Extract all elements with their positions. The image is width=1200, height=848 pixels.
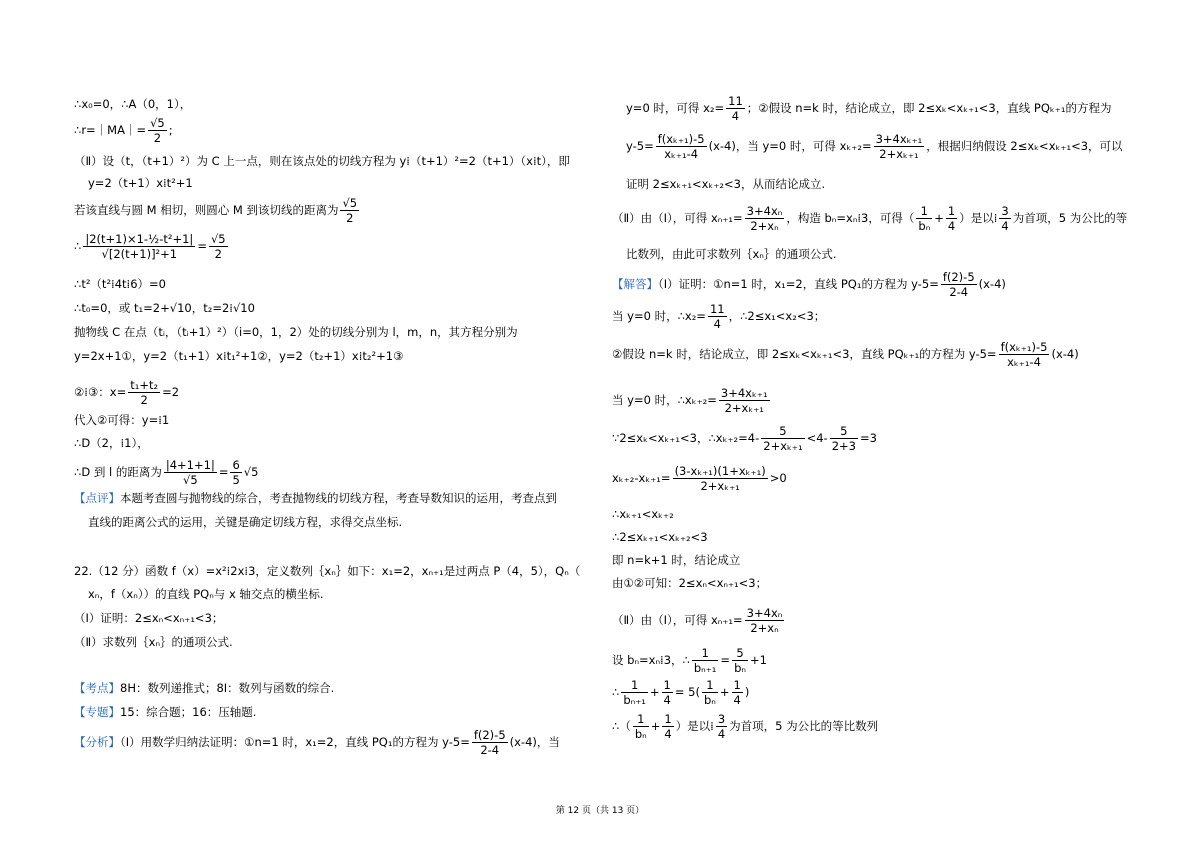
text-line: ∵2≤xₖ<xₖ₊₁<3，∴xₖ₊₂=4- $\frac{5}{\text{2+xₖ₊₁}}$ <4- $\frac{5}{2+3}$ =3 bbox=[612, 424, 877, 453]
text-line: ∴（ $\frac{1}{\text{bₙ}}$ + $\frac{1}{4}$ ）是以⁞ $\frac{3}{4}$ 为首项，5 为公比的等比数列 bbox=[612, 712, 879, 741]
fraction: $\frac{\text{f(xₖ₊₁)-5}}{\text{xₖ₊₁-4}}$ bbox=[1000, 340, 1048, 369]
text-line: 证明 2≤xₖ₊₁<xₖ₊₂<3，从而结论成立. bbox=[626, 177, 826, 191]
text-line: ∴t₀=0，或 t₁=2+√10，t₂=2⁞√10 bbox=[74, 301, 255, 315]
text-line: ∴D 到 l 的距离为 $\frac{|4+1+1|}{√5}$ = $\frac{6}{5}$ √5 bbox=[74, 458, 259, 487]
fraction: $\frac{\text{|2(t+1)×1-½-t²+1|}}{\text{√[2(t+1)]²+1}}$ bbox=[85, 232, 194, 261]
fraction: $\frac{11}{4}$ bbox=[728, 94, 743, 123]
text-line: 直线的距离公式的运用，关键是确定切线方程，求得交点坐标. bbox=[88, 515, 403, 529]
text-line: 若该直线与圆 M 相切，则圆心 M 到该切线的距离为 $\frac{√5}{2}$ bbox=[74, 196, 358, 225]
text-line: 由①②可知：2≤xₙ<xₙ₊₁<3； bbox=[612, 576, 768, 590]
text-line: 代入②可得：y=⁞1 bbox=[74, 413, 170, 427]
text-line: 抛物线 C 在点（tᵢ，（tᵢ+1）²）（i=0，1，2）处的切线分别为 l，m，n，其方程分别为 bbox=[74, 325, 518, 339]
text-line: ∴xₖ₊₁<xₖ₊₂ bbox=[612, 507, 674, 521]
fraction: $\frac{5}{2+3}$ bbox=[831, 424, 856, 453]
text-line: ②⁞③：x= $\frac{\text{t₁+t₂}}{2}$ =2 bbox=[74, 378, 180, 407]
fraction: $\frac{1}{4}$ bbox=[947, 204, 956, 233]
fraction: $\frac{11}{4}$ bbox=[709, 302, 725, 331]
fraction: $\frac{1}{\text{bₙ}}$ bbox=[703, 678, 716, 707]
text-line: y-5= $\frac{\text{f(xₖ₊₁)-5}}{\text{xₖ₊₁-4}}$ (x-4)，当 y=0 时，可得 xₖ₊₂= $\frac{\text{3+4xₖ₊₁}}{\text{2+xₖ₊₁}}$ ，根据归纳假设 2≤xₖ<xₖ₊₁<3，可以 bbox=[626, 132, 1123, 161]
text-line: 【分析】（Ⅰ）用数学归纳法证明：①n=1 时，x₁=2，直线 PQ₁的方程为 y-5= $\frac{f(2)-5}{2-4}$ (x-4)，当 bbox=[74, 728, 560, 757]
text-line: ∴x₀=0，∴A（0，1）， bbox=[74, 97, 192, 111]
fraction: $\frac{3}{4}$ bbox=[717, 712, 726, 741]
text-line: ∴r=｜MA｜= $\frac{√5}{2}$ ; bbox=[74, 116, 173, 145]
text-line: ∴2≤xₖ₊₁<xₖ₊₂<3 bbox=[612, 530, 708, 544]
fraction: $\frac{√5}{2}$ bbox=[210, 232, 226, 261]
fraction: $\frac{√5}{2}$ bbox=[150, 116, 165, 145]
text-line: （Ⅱ）由（Ⅰ），可得 xₙ₊₁= $\frac{\text{3+4xₙ}}{\text{2+xₙ}}$ bbox=[612, 606, 783, 635]
fraction: $\frac{\text{3+4xₖ₊₁}}{\text{2+xₖ₊₁}}$ bbox=[720, 386, 768, 415]
text-line: ∴ $\frac{\text{|2(t+1)×1-½-t²+1|}}{\text{√[2(t+1)]²+1}}$ = $\frac{√5}{2}$ bbox=[74, 232, 226, 261]
fraction: $\frac{f(2)-5}{2-4}$ bbox=[473, 728, 506, 757]
fraction: $\frac{1}{\text{bₙ₊₁}}$ bbox=[623, 678, 646, 707]
fraction: $\frac{\text{3+4xₖ₊₁}}{\text{2+xₖ₊₁}}$ bbox=[875, 132, 923, 161]
fraction: $\frac{1}{4}$ bbox=[664, 712, 672, 741]
section-tag: 【解答】 bbox=[612, 277, 658, 291]
fraction: $\frac{f(2)-5}{2-4}$ bbox=[942, 270, 975, 299]
text-line: （Ⅱ）由（Ⅰ），可得 xₙ₊₁= $\frac{\text{3+4xₙ}}{\text{2+xₙ}}$ ，构造 bₙ=xₙ⁞3，可得（ $\frac{1}{\text{bₙ}}$ + $\frac{1}{4}$ ）是以⁞ $\frac{3}{4}$ 为首项，5 为公比的等 bbox=[612, 204, 1128, 233]
fraction: $\frac{\text{(3-xₖ₊₁)(1+xₖ₊₁)}}{\text{2+xₖ₊₁}}$ bbox=[674, 464, 766, 493]
text-line: 【点评】本题考查圆与抛物线的综合，考查抛物线的切线方程，考查导数知识的运用，考查点到 bbox=[74, 491, 557, 505]
text-line: 设 bₙ=xₙ⁞3，∴ $\frac{1}{\text{bₙ₊₁}}$ = $\frac{5}{\text{bₙ}}$ +1 bbox=[612, 646, 767, 675]
text-line: （Ⅱ）设（t，（t+1）²）为 C 上一点，则在该点处的切线方程为 y⁞（t+1）²=2（t+1）（x⁞t），即 bbox=[74, 154, 570, 168]
text-line: 比数列，由此可求数列｛xₙ｝的通项公式. bbox=[626, 247, 837, 261]
fraction: $\frac{\text{3+4xₙ}}{\text{2+xₙ}}$ bbox=[746, 606, 783, 635]
text-line: 当 y=0 时，∴xₖ₊₂= $\frac{\text{3+4xₖ₊₁}}{\text{2+xₖ₊₁}}$ bbox=[612, 386, 768, 415]
text-line: ∴ $\frac{1}{\text{bₙ₊₁}}$ + $\frac{1}{4}$ = 5( $\frac{1}{\text{bₙ}}$ + $\frac{1}{4}$ ) bbox=[612, 678, 750, 707]
section-tag: 【专题】 bbox=[74, 705, 120, 719]
fraction: $\frac{\text{3+4xₙ}}{\text{2+xₙ}}$ bbox=[746, 204, 783, 233]
question-line: （Ⅱ）求数列｛xₙ｝的通项公式. bbox=[74, 635, 233, 649]
text-line: y=2x+1①，y=2（t₁+1）x⁞t₁²+1②，y=2（t₂+1）x⁞t₂²+1③ bbox=[74, 349, 404, 363]
fraction: $\frac{1}{4}$ bbox=[663, 678, 671, 707]
fraction: $\frac{\text{t₁+t₂}}{2}$ bbox=[130, 378, 159, 407]
text-line: ②假设 n=k 时，结论成立，即 2≤xₖ<xₖ₊₁<3，直线 PQₖ₊₁的方程为 y-5= $\frac{\text{f(xₖ₊₁)-5}}{\text{xₖ₊₁-4}}$ (x-4) bbox=[612, 340, 1079, 369]
page-footer: 第 12 页（共 13 页） bbox=[555, 806, 645, 816]
text-line: y=0 时，可得 x₂= $\frac{11}{4}$ ；②假设 n=k 时，结论成立，即 2≤xₖ<xₖ₊₁<3，直线 PQₖ₊₁的方程为 bbox=[626, 94, 1112, 123]
fraction: $\frac{1}{\text{bₙ₊₁}}$ bbox=[693, 646, 717, 675]
text-line: 【考点】8H：数列递推式；8I：数列与函数的综合. bbox=[74, 681, 335, 695]
text-line: 【专题】15：综合题；16：压轴题. bbox=[74, 705, 257, 719]
fraction: $\frac{√5}{2}$ bbox=[342, 196, 358, 225]
fraction: $\frac{5}{\text{2+xₖ₊₁}}$ bbox=[763, 424, 803, 453]
fraction: $\frac{1}{4}$ bbox=[733, 678, 741, 707]
text-line: ∴t²（t²⁞4t⁞6）=0 bbox=[74, 277, 166, 291]
section-tag: 【点评】 bbox=[74, 491, 120, 505]
fraction: $\frac{|4+1+1|}{√5}$ bbox=[165, 458, 215, 487]
text-line: xₖ₊₂-xₖ₊₁= $\frac{\text{(3-xₖ₊₁)(1+xₖ₊₁)}}{\text{2+xₖ₊₁}}$ >0 bbox=[612, 464, 787, 493]
section-tag: 【考点】 bbox=[74, 681, 120, 695]
question-line: 22.（12 分）函数 f（x）=x²⁞2x⁞3，定义数列｛xₙ｝如下：x₁=2，xₙ₊₁是过两点 P（4，5），Qₙ（ bbox=[74, 564, 581, 578]
text-line: ∴D（2，⁞1）， bbox=[74, 436, 149, 450]
fraction: $\frac{\text{f(xₖ₊₁)-5}}{\text{xₖ₊₁-4}}$ bbox=[657, 132, 705, 161]
fraction: $\frac{1}{\text{bₙ}}$ bbox=[918, 204, 931, 233]
question-line: （Ⅰ）证明：2≤xₙ<xₙ₊₁<3； bbox=[74, 611, 224, 625]
text-line: y=2（t+1）x⁞t²+1 bbox=[88, 176, 193, 190]
fraction: $\frac{5}{\text{bₙ}}$ bbox=[734, 646, 746, 675]
text-line: 当 y=0 时，∴x₂= $\frac{11}{4}$ ，∴2≤x₁<x₂<3； bbox=[612, 302, 826, 331]
fraction: $\frac{3}{4}$ bbox=[1001, 204, 1009, 233]
fraction: $\frac{6}{5}$ bbox=[232, 458, 240, 487]
text-line: 【解答】（Ⅰ）证明：①n=1 时，x₁=2，直线 PQ₁的方程为 y-5= $\frac{f(2)-5}{2-4}$ (x-4) bbox=[612, 270, 1006, 299]
fraction: $\frac{1}{\text{bₙ}}$ bbox=[634, 712, 647, 741]
section-tag: 【分析】 bbox=[74, 735, 120, 749]
text-line: 即 n=k+1 时，结论成立 bbox=[612, 553, 741, 567]
question-line: xₙ，f（xₙ））的直线 PQₙ与 x 轴交点的横坐标. bbox=[88, 587, 324, 601]
